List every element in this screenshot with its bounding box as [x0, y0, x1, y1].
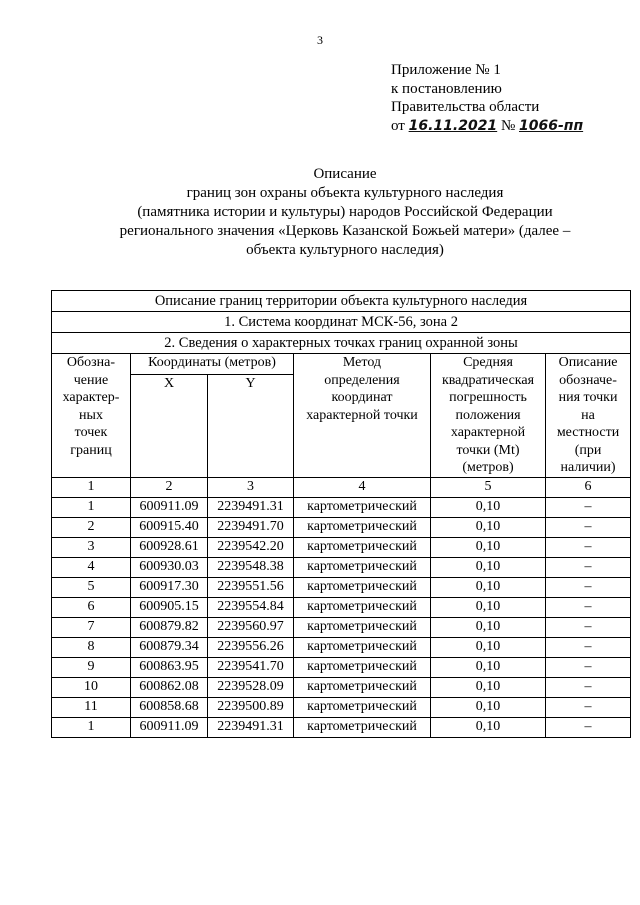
- column-number: 2: [131, 477, 208, 497]
- table-row: [52, 637, 631, 657]
- title-line-1: Описание: [313, 166, 377, 182]
- cell-method: картометрический: [294, 637, 431, 657]
- appendix-line-2: к постановлению: [391, 80, 502, 97]
- column-number: 5: [431, 477, 546, 497]
- cell-x: 600879.34: [131, 637, 208, 657]
- cell-point: 5: [52, 577, 131, 597]
- cell-y: 2239554.84: [208, 597, 294, 617]
- table-row: [52, 597, 631, 617]
- cell-method: картометрический: [294, 497, 431, 517]
- cell-y: 2239542.20: [208, 537, 294, 557]
- cell-error: 0,10: [431, 717, 546, 737]
- cell-error: 0,10: [431, 517, 546, 537]
- header-error: Средняя квадратическая погрешность положения характерной точки (Mt) (метров): [431, 354, 546, 478]
- column-number: 4: [294, 477, 431, 497]
- appendix-block: [391, 61, 583, 135]
- cell-y: 2239491.70: [208, 517, 294, 537]
- cell-x: 600928.61: [131, 537, 208, 557]
- cell-error: 0,10: [431, 657, 546, 677]
- table-row: [52, 577, 631, 597]
- cell-error: 0,10: [431, 697, 546, 717]
- cell-x: 600858.68: [131, 697, 208, 717]
- cell-y: 2239528.09: [208, 677, 294, 697]
- table-row: [52, 617, 631, 637]
- cell-description: –: [546, 577, 631, 597]
- cell-x: 600911.09: [131, 497, 208, 517]
- cell-description: –: [546, 697, 631, 717]
- cell-point: 11: [52, 697, 131, 717]
- cell-x: 600911.09: [131, 717, 208, 737]
- title-line-3: (памятника истории и культуры) народов Российской Федерации: [137, 204, 553, 220]
- cell-y: 2239500.89: [208, 697, 294, 717]
- appendix-date-line: [391, 117, 583, 136]
- cell-error: 0,10: [431, 537, 546, 557]
- cell-method: картометрический: [294, 717, 431, 737]
- cell-y: 2239551.56: [208, 577, 294, 597]
- cell-y: 2239560.97: [208, 617, 294, 637]
- section-points: 2. Сведения о характерных точках границ охранной зоны: [52, 333, 631, 354]
- cell-y: 2239491.31: [208, 497, 294, 517]
- cell-description: –: [546, 677, 631, 697]
- header-point-designation: Обозна- чение характер- ных точек границ: [52, 354, 131, 478]
- cell-error: 0,10: [431, 577, 546, 597]
- cell-method: картометрический: [294, 657, 431, 677]
- cell-x: 600905.15: [131, 597, 208, 617]
- boundary-table: [51, 290, 631, 738]
- cell-x: 600915.40: [131, 517, 208, 537]
- cell-point: 10: [52, 677, 131, 697]
- from-label: от: [391, 117, 405, 134]
- cell-error: 0,10: [431, 677, 546, 697]
- cell-method: картометрический: [294, 677, 431, 697]
- cell-error: 0,10: [431, 617, 546, 637]
- cell-method: картометрический: [294, 617, 431, 637]
- cell-method: картометрический: [294, 557, 431, 577]
- cell-description: –: [546, 637, 631, 657]
- table-row: [52, 557, 631, 577]
- header-coordinates: Координаты (метров): [131, 354, 294, 375]
- cell-point: 4: [52, 557, 131, 577]
- cell-y: 2239491.31: [208, 717, 294, 737]
- table-row: [52, 537, 631, 557]
- section-territory: Описание границ территории объекта культурного наследия: [52, 291, 631, 312]
- cell-point: 8: [52, 637, 131, 657]
- cell-x: 600863.95: [131, 657, 208, 677]
- handwritten-number: 1066-пп: [519, 117, 584, 134]
- cell-x: 600917.30: [131, 577, 208, 597]
- cell-x: 600862.08: [131, 677, 208, 697]
- title-line-2: границ зон охраны объекта культурного наследия: [186, 185, 504, 201]
- cell-error: 0,10: [431, 557, 546, 577]
- cell-error: 0,10: [431, 597, 546, 617]
- cell-point: 6: [52, 597, 131, 617]
- cell-description: –: [546, 557, 631, 577]
- cell-y: 2239556.26: [208, 637, 294, 657]
- document-title: [60, 165, 630, 260]
- cell-description: –: [546, 617, 631, 637]
- cell-point: 1: [52, 497, 131, 517]
- cell-method: картометрический: [294, 517, 431, 537]
- header-y: Y: [208, 374, 294, 477]
- table-row: [52, 697, 631, 717]
- cell-method: картометрический: [294, 577, 431, 597]
- column-number: 1: [52, 477, 131, 497]
- cell-method: картометрический: [294, 697, 431, 717]
- column-numbers-row: [52, 477, 631, 497]
- table-row: [52, 717, 631, 737]
- section-coordinate-system: 1. Система координат МСК-56, зона 2: [52, 312, 631, 333]
- cell-error: 0,10: [431, 497, 546, 517]
- cell-point: 9: [52, 657, 131, 677]
- appendix-line-1: Приложение № 1: [391, 62, 501, 78]
- table-row: [52, 657, 631, 677]
- appendix-line-3: Правительства области: [391, 99, 540, 115]
- cell-point: 3: [52, 537, 131, 557]
- table-row: [52, 497, 631, 517]
- cell-x: 600930.03: [131, 557, 208, 577]
- cell-point: 7: [52, 617, 131, 637]
- table-row: [52, 517, 631, 537]
- title-line-5: объекта культурного наследия): [246, 242, 444, 258]
- handwritten-date: 16.11.2021: [408, 117, 498, 134]
- cell-y: 2239548.38: [208, 557, 294, 577]
- header-description: Описание обозначе- ния точки на местности (при наличии): [546, 354, 631, 478]
- cell-point: 1: [52, 717, 131, 737]
- cell-description: –: [546, 657, 631, 677]
- cell-y: 2239541.70: [208, 657, 294, 677]
- column-number: 6: [546, 477, 631, 497]
- page-number: 3: [317, 33, 323, 47]
- header-method: Метод определения координат характерной точки: [294, 354, 431, 478]
- title-line-4: регионального значения «Церковь Казанской Божьей матери» (далее –: [119, 223, 571, 239]
- cell-description: –: [546, 497, 631, 517]
- table-row: [52, 677, 631, 697]
- cell-error: 0,10: [431, 637, 546, 657]
- cell-description: –: [546, 597, 631, 617]
- column-number: 3: [208, 477, 294, 497]
- cell-description: –: [546, 717, 631, 737]
- cell-x: 600879.82: [131, 617, 208, 637]
- cell-description: –: [546, 517, 631, 537]
- header-x: X: [131, 374, 208, 477]
- cell-point: 2: [52, 517, 131, 537]
- cell-method: картометрический: [294, 597, 431, 617]
- number-label: №: [500, 117, 516, 134]
- cell-method: картометрический: [294, 537, 431, 557]
- cell-description: –: [546, 537, 631, 557]
